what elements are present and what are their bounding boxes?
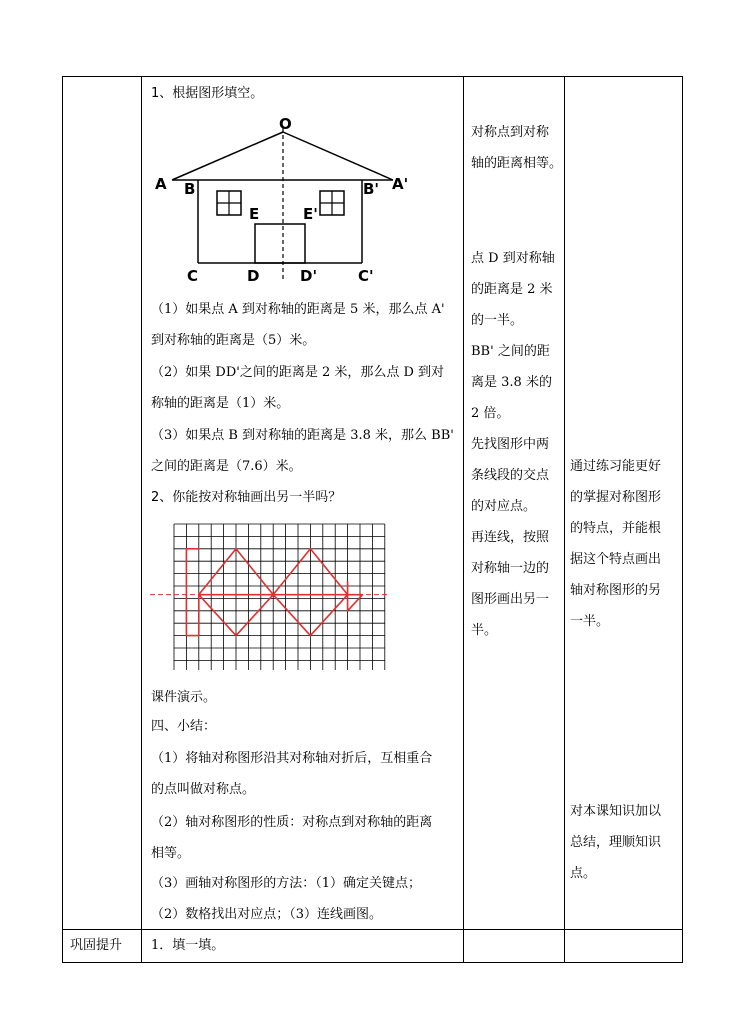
table-row-divider [62,929,683,930]
summary-line-6: （2）数格找出对应点；（3）连线画图。 [151,907,383,922]
note-block-a [471,117,562,179]
q1-part-3a: （3）如果点 B 到对称轴的距离是 3.8 米，那么 BB' [151,428,454,443]
note-line: 半。 [471,623,498,638]
note-line: 图形画出另一 [471,592,550,607]
table-col-line-4 [682,76,683,963]
courseware-text: 课件演示。 [151,690,217,705]
note-line: 对称轴一边的 [471,561,550,576]
note-line: 轴的距离相等。 [471,156,563,171]
label-B: B [184,180,196,198]
consolidate-text: 1．填一填。 [151,938,225,953]
q1-part-3b: 之间的距离是（7.6）米。 [151,459,302,474]
table-border-top [62,76,683,77]
label-B2: B' [363,180,380,198]
intent-block-a [570,451,661,637]
label-A2: A' [392,175,409,193]
note-line: 的距离是 2 米 [471,282,553,297]
q1-part-1a: （1）如果点 A 到对称轴的距离是 5 米，那么点 A' [151,302,445,317]
summary-line-2: 的点叫做对称点。 [151,782,256,797]
intent-line: 的特点，并能根 [570,521,662,536]
summary-line-5: （3）画轴对称图形的方法：（1）确定关键点； [151,876,422,891]
q1-part-2b: 称轴的距离是（1）米。 [151,396,290,411]
intent-line: 总结，理顺知识 [570,835,662,850]
label-A: A [155,175,167,193]
note-line: BB' 之间的距 [471,344,550,359]
summary-line-4: 相等。 [151,846,191,861]
note-line: 离是 3.8 米的 [471,375,552,390]
note-line: 对称点到对称 [471,125,550,140]
table-col-line-3 [564,76,565,963]
label-C: C [187,267,199,285]
intent-line: 通过练习能更好 [570,459,662,474]
label-O: O [279,115,292,133]
q1-title: 1、根据图形填空。 [151,86,264,101]
table-col-line-1 [141,76,142,963]
summary-line-1: （1）将轴对称图形沿其对称轴对折后，互相重合 [151,751,433,766]
table-col-line-0 [62,76,63,963]
table-col-line-2 [463,76,464,963]
label-E2: E' [303,205,318,223]
note-line: 条线段的交点 [471,468,550,483]
intent-line: 对本课知识加以 [570,804,662,819]
q2-title: 2、你能按对称轴画出另一半吗？ [151,490,342,505]
house-figure [150,110,420,290]
note-line: 再连线，按照 [471,530,550,545]
table-border-bottom [62,962,683,963]
label-D: D [247,267,260,285]
note-block-b [471,243,555,646]
note-line: 的对应点。 [471,499,537,514]
q1-part-1b: 到对称轴的距离是（5）米。 [151,333,316,348]
summary-title: 四、小结： [151,719,217,734]
roof-left [172,132,283,180]
roof-right [283,132,393,180]
note-line: 点 D 到对称轴 [471,251,555,266]
shape-path [186,549,362,636]
summary-line-3: （2）轴对称图形的性质：对称点到对称轴的距离 [151,815,433,830]
note-line: 先找图形中两 [471,437,550,452]
intent-line: 点。 [570,866,597,881]
intent-line: 一半。 [570,614,610,629]
note-line: 的一半。 [471,313,524,328]
door [255,224,305,263]
note-line: 2 倍。 [471,406,510,421]
intent-block-b [570,796,661,889]
label-C2: C' [358,267,374,285]
grid-figure [150,518,390,670]
intent-line: 轴对称图形的另 [570,583,662,598]
q1-part-2a: （2）如果 DD'之间的距离是 2 米，那么点 D 到对 [151,365,445,380]
intent-line: 的掌握对称图形 [570,490,662,505]
label-E: E [249,205,260,223]
label-D2: D' [300,267,318,285]
intent-line: 据这个特点画出 [570,552,662,567]
section-label: 巩固提升 [70,938,123,953]
